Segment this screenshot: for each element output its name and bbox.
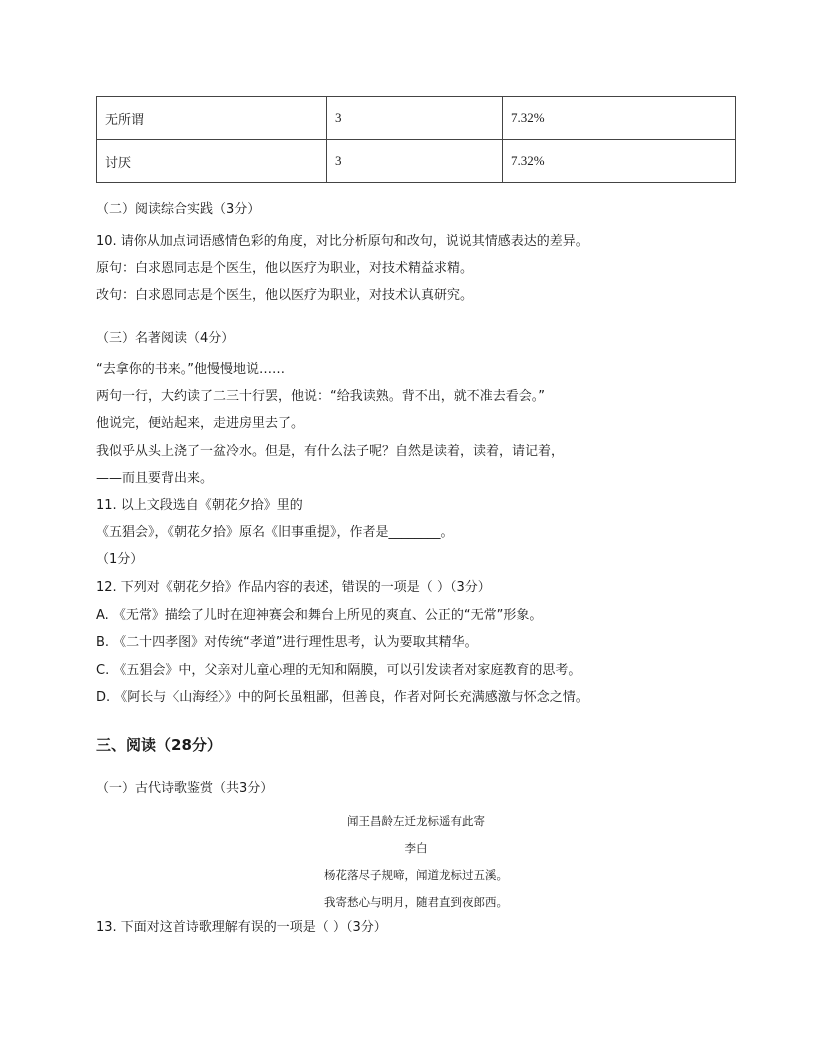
option-d: D. 《阿长与〈山海经〉》中的阿长虽粗鄙，但善良，作者对阿长充满感激与怀念之情。 bbox=[96, 690, 589, 705]
poem-line: 我寄愁心与明月，随君直到夜郎西。 bbox=[324, 895, 508, 909]
table-row bbox=[97, 97, 736, 140]
poem-title: 闻王昌龄左迁龙标遥有此寄 bbox=[347, 814, 485, 828]
option-c: C. 《五猖会》中，父亲对儿童心理的无知和隔膜，可以引发读者对家庭教育的思考。 bbox=[96, 663, 582, 678]
subsection-heading: （一）古代诗歌鉴赏（共3分） bbox=[96, 781, 274, 796]
table-cell: 7.32% bbox=[503, 97, 736, 140]
table-cell: 7.32% bbox=[503, 140, 736, 183]
poem-author: 李白 bbox=[404, 841, 428, 855]
table-cell: 讨厌 bbox=[97, 140, 327, 183]
excerpt-line: 他说完，便站起来，走进房里去了。 bbox=[96, 416, 305, 431]
table-cell: 无所谓 bbox=[97, 97, 327, 140]
option-a: A. 《无常》描绘了儿时在迎神赛会和舞台上所见的爽直、公正的“无常”形象。 bbox=[96, 608, 543, 623]
excerpt-line: “去拿你的书来。”他慢慢地说…… bbox=[96, 362, 285, 377]
question-13: 13. 下面对这首诗歌理解有误的一项是（ ）（3分） bbox=[96, 920, 387, 935]
question-11-continued: 《五猖会》，《朝花夕拾》原名《旧事重提》，作者是________。 bbox=[96, 525, 454, 540]
table-cell: 3 bbox=[327, 97, 503, 140]
table-cell: 3 bbox=[327, 140, 503, 183]
revised-sentence: 改句：白求恩同志是个医生，他以医疗为职业，对技术认真研究。 bbox=[96, 288, 474, 303]
question-11: 11. 以上文段选自《朝花夕拾》里的 bbox=[96, 498, 303, 513]
excerpt-line: 我似乎从头上浇了一盆冷水。但是，有什么法子呢？自然是读着，读着，请记着， bbox=[96, 444, 565, 459]
original-sentence: 原句：白求恩同志是个医生，他以医疗为职业，对技术精益求精。 bbox=[96, 261, 474, 276]
excerpt-line: ——而且要背出来。 bbox=[96, 471, 214, 486]
question-10: 10. 请你从加点词语感情色彩的角度，对比分析原句和改句，说说其情感表达的差异。 bbox=[96, 234, 589, 249]
table-row bbox=[97, 140, 736, 183]
question-12: 12. 下列对《朝花夕拾》作品内容的表述，错误的一项是（ ）（3分） bbox=[96, 580, 491, 595]
section-heading: 三、阅读（28分） bbox=[96, 736, 222, 754]
survey-table bbox=[96, 96, 736, 183]
subsection-heading: （二）阅读综合实践（3分） bbox=[96, 202, 261, 217]
option-b: B. 《二十四孝图》对传统“孝道”进行理性思考，认为要取其精华。 bbox=[96, 635, 478, 650]
subsection-heading: （三）名著阅读（4分） bbox=[96, 331, 235, 346]
poem-line: 杨花落尽子规啼，闻道龙标过五溪。 bbox=[324, 868, 508, 882]
question-11-score: （1分） bbox=[96, 552, 144, 567]
excerpt-line: 两句一行，大约读了二三十行罢，他说：“给我读熟。背不出，就不准去看会。” bbox=[96, 389, 545, 404]
